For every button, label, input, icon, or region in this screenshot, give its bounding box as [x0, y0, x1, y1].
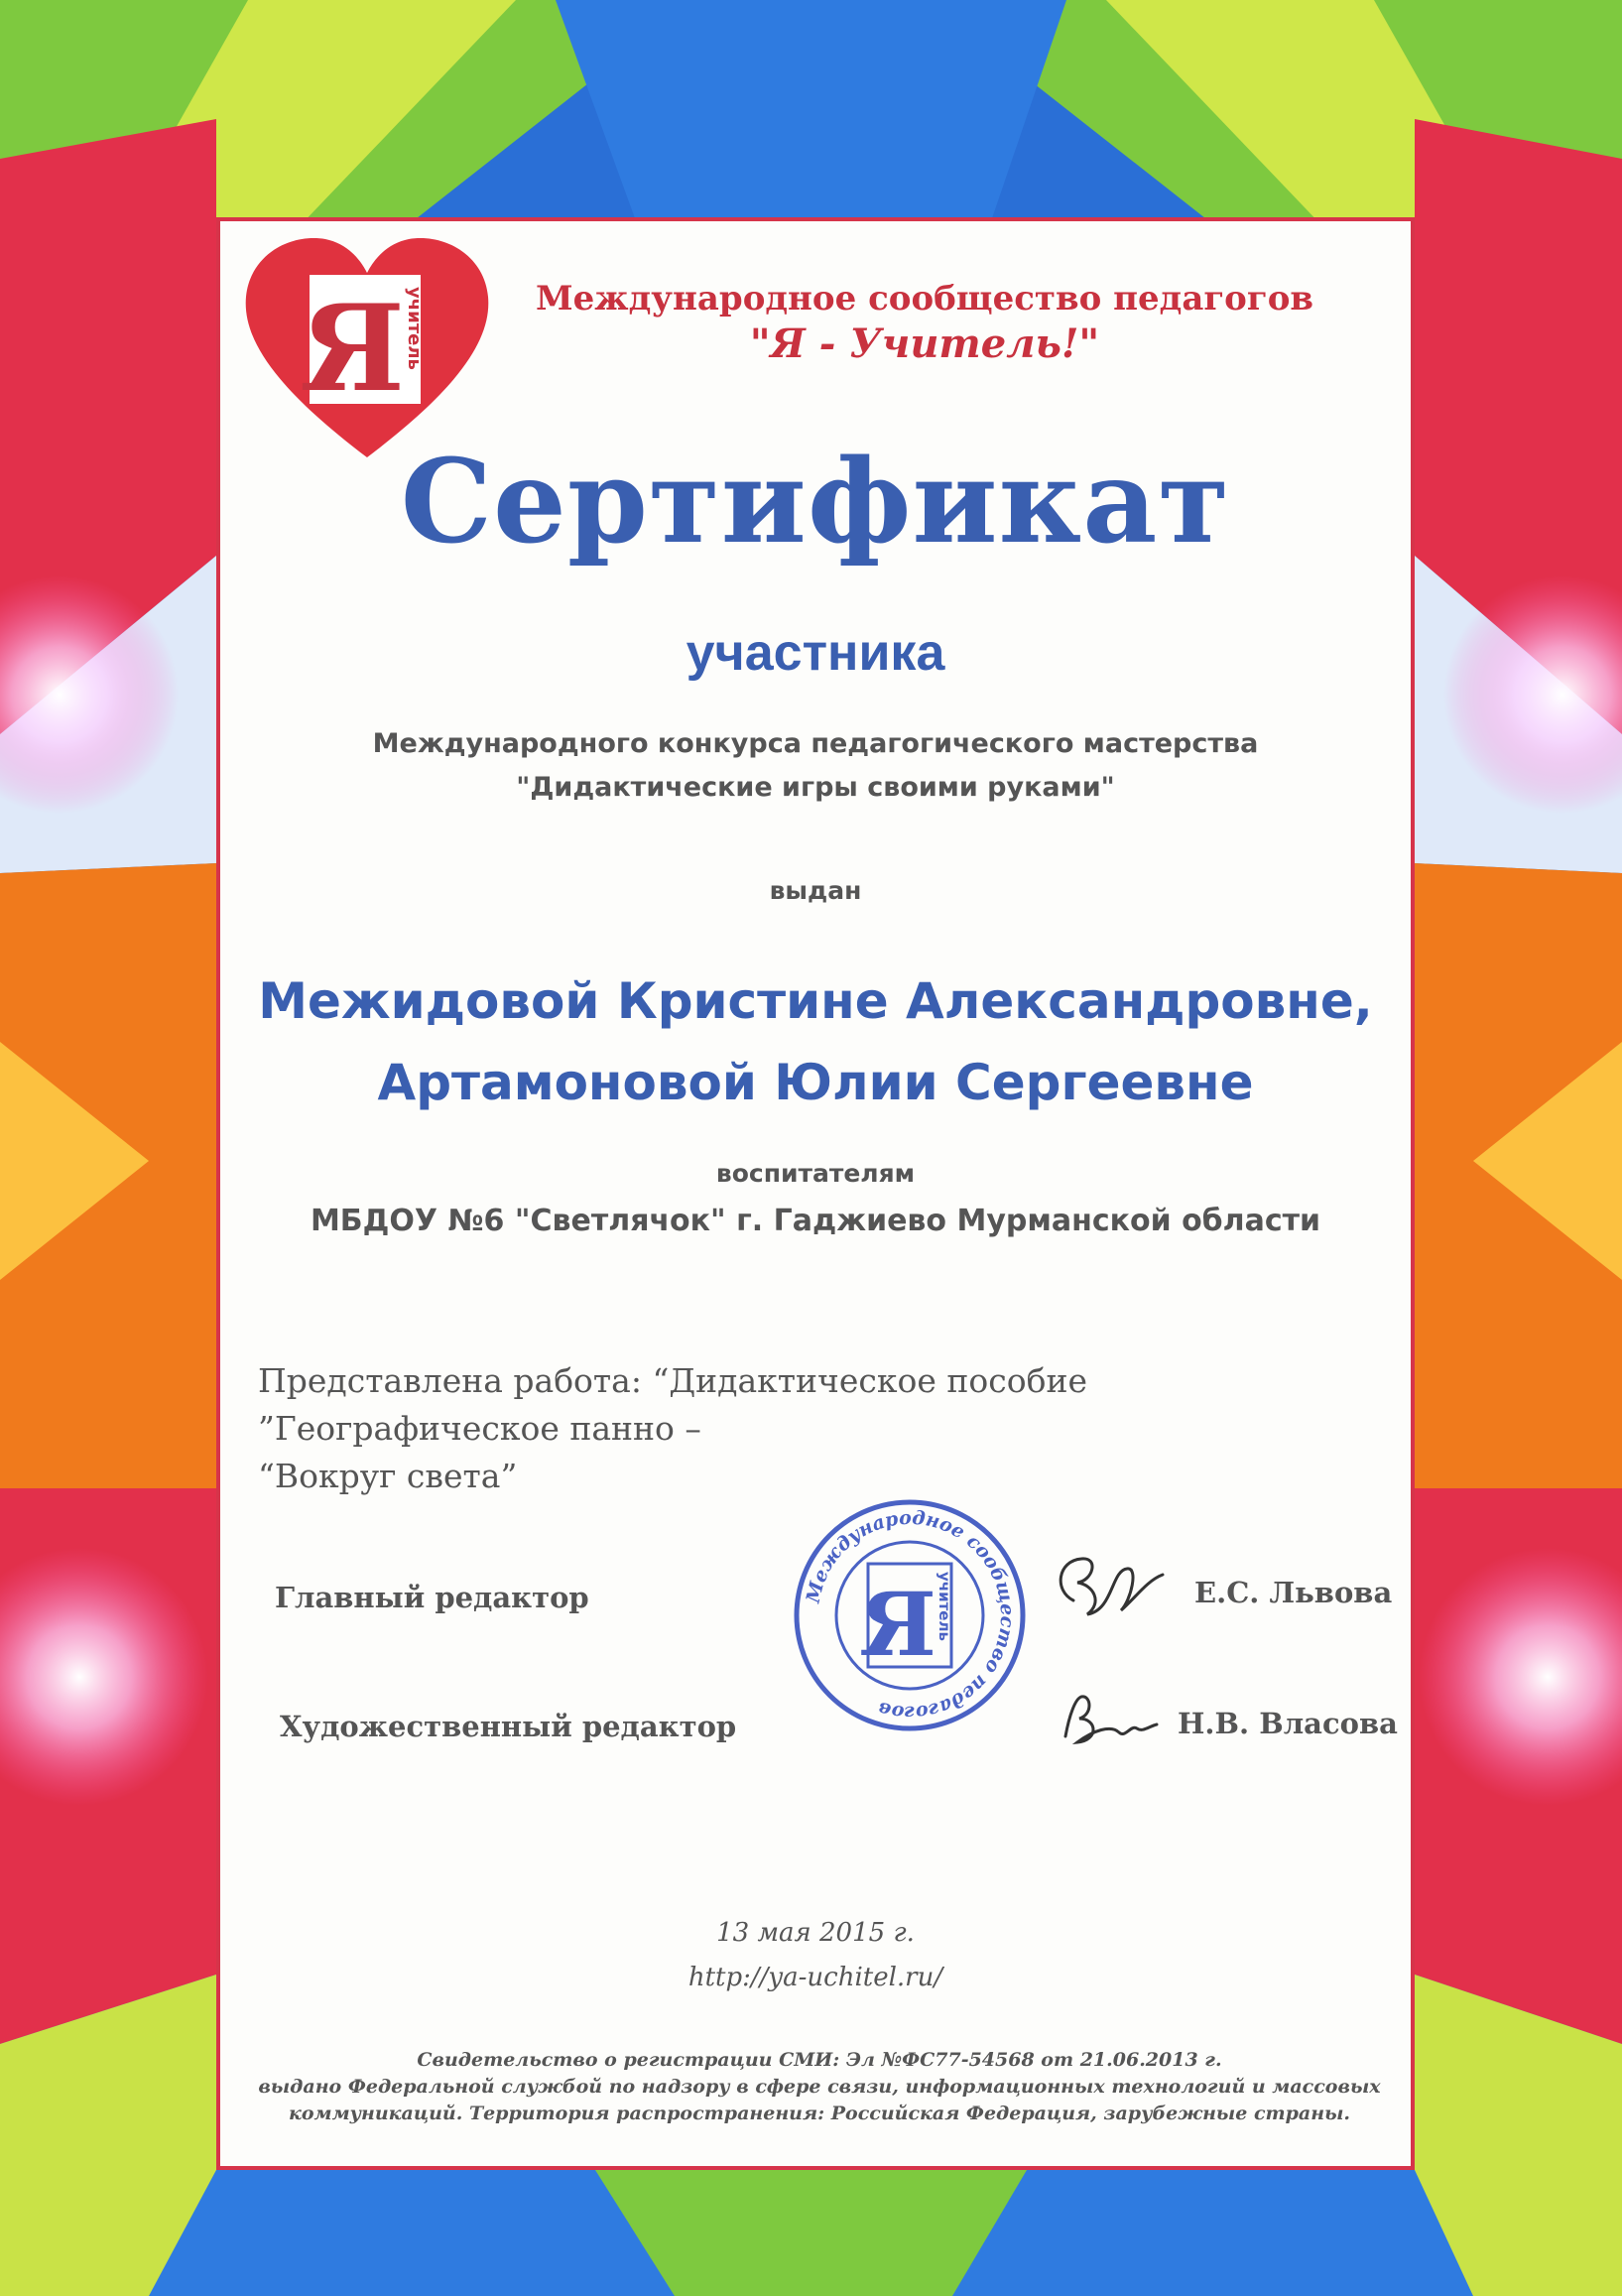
- legal-line-1: Свидетельство о регистрации СМИ: Эл №ФС77-54568 от 21.06.2013 г.: [417, 2049, 1222, 2071]
- stamp-word: учитель: [936, 1572, 953, 1641]
- website-link[interactable]: http://ya-uchitel.ru/: [687, 1963, 943, 1992]
- work-line-2: “Вокруг света”: [258, 1457, 518, 1495]
- recipient-names: [220, 960, 1411, 1123]
- chief-editor-name: Е.С. Львова: [1194, 1576, 1393, 1609]
- organization-name: [518, 276, 1331, 367]
- contest-line-2: "Дидактические игры своими руками": [516, 772, 1115, 803]
- certificate-subtitle: участника: [686, 624, 945, 682]
- recipient-name-2: Артамоновой Юлии Сергеевне: [377, 1054, 1254, 1111]
- stamp-ring-text: Международное сообщество педагогов: [802, 1506, 1019, 1724]
- org-line-1: Международное сообщество педагогов: [535, 279, 1313, 319]
- art-editor-name: Н.В. Власова: [1178, 1707, 1398, 1740]
- recipient-name-1: Межидовой Кристине Александровне,: [258, 972, 1373, 1030]
- signature-chief: [1044, 1541, 1173, 1630]
- chief-editor-label: Главный редактор: [275, 1581, 589, 1614]
- certificate-title: Сертификат: [400, 435, 1231, 570]
- art-editor-label: Художественный редактор: [280, 1710, 737, 1743]
- logo-letter: Я: [300, 279, 405, 419]
- legal-line-2: выдано Федеральной службой по надзору в сфере связи, информационных технологий и массовых: [258, 2076, 1381, 2098]
- logo-word: учитель: [404, 287, 425, 370]
- legal-line-3: коммуникаций. Территория распространения: Российская Федерация, зарубежные страны.: [288, 2103, 1351, 2124]
- logo-heart-icon: [238, 231, 496, 469]
- issue-date: 13 мая 2015 г.: [716, 1918, 915, 1948]
- certificate-panel: [216, 217, 1415, 2170]
- legal-notice: [240, 2047, 1399, 2127]
- institution: МБДОУ №6 "Светлячок" г. Гаджиево Мурманской области: [310, 1204, 1321, 1238]
- org-line-2: "Я - Учитель!": [749, 320, 1100, 367]
- contest-name: [220, 722, 1411, 810]
- issued-label: выдан: [769, 876, 862, 905]
- recipient-role: воспитателям: [715, 1159, 916, 1188]
- submitted-work: [258, 1357, 1369, 1500]
- contest-line-1: Международного конкурса педагогического мастерства: [372, 728, 1259, 759]
- stamp-letter: Я: [859, 1573, 936, 1676]
- stamp-seal: [791, 1496, 1029, 1734]
- work-line-1: Представлена работа: “Дидактическое пособие ”Географическое панно –: [258, 1361, 1087, 1448]
- signature-art: [1054, 1685, 1163, 1754]
